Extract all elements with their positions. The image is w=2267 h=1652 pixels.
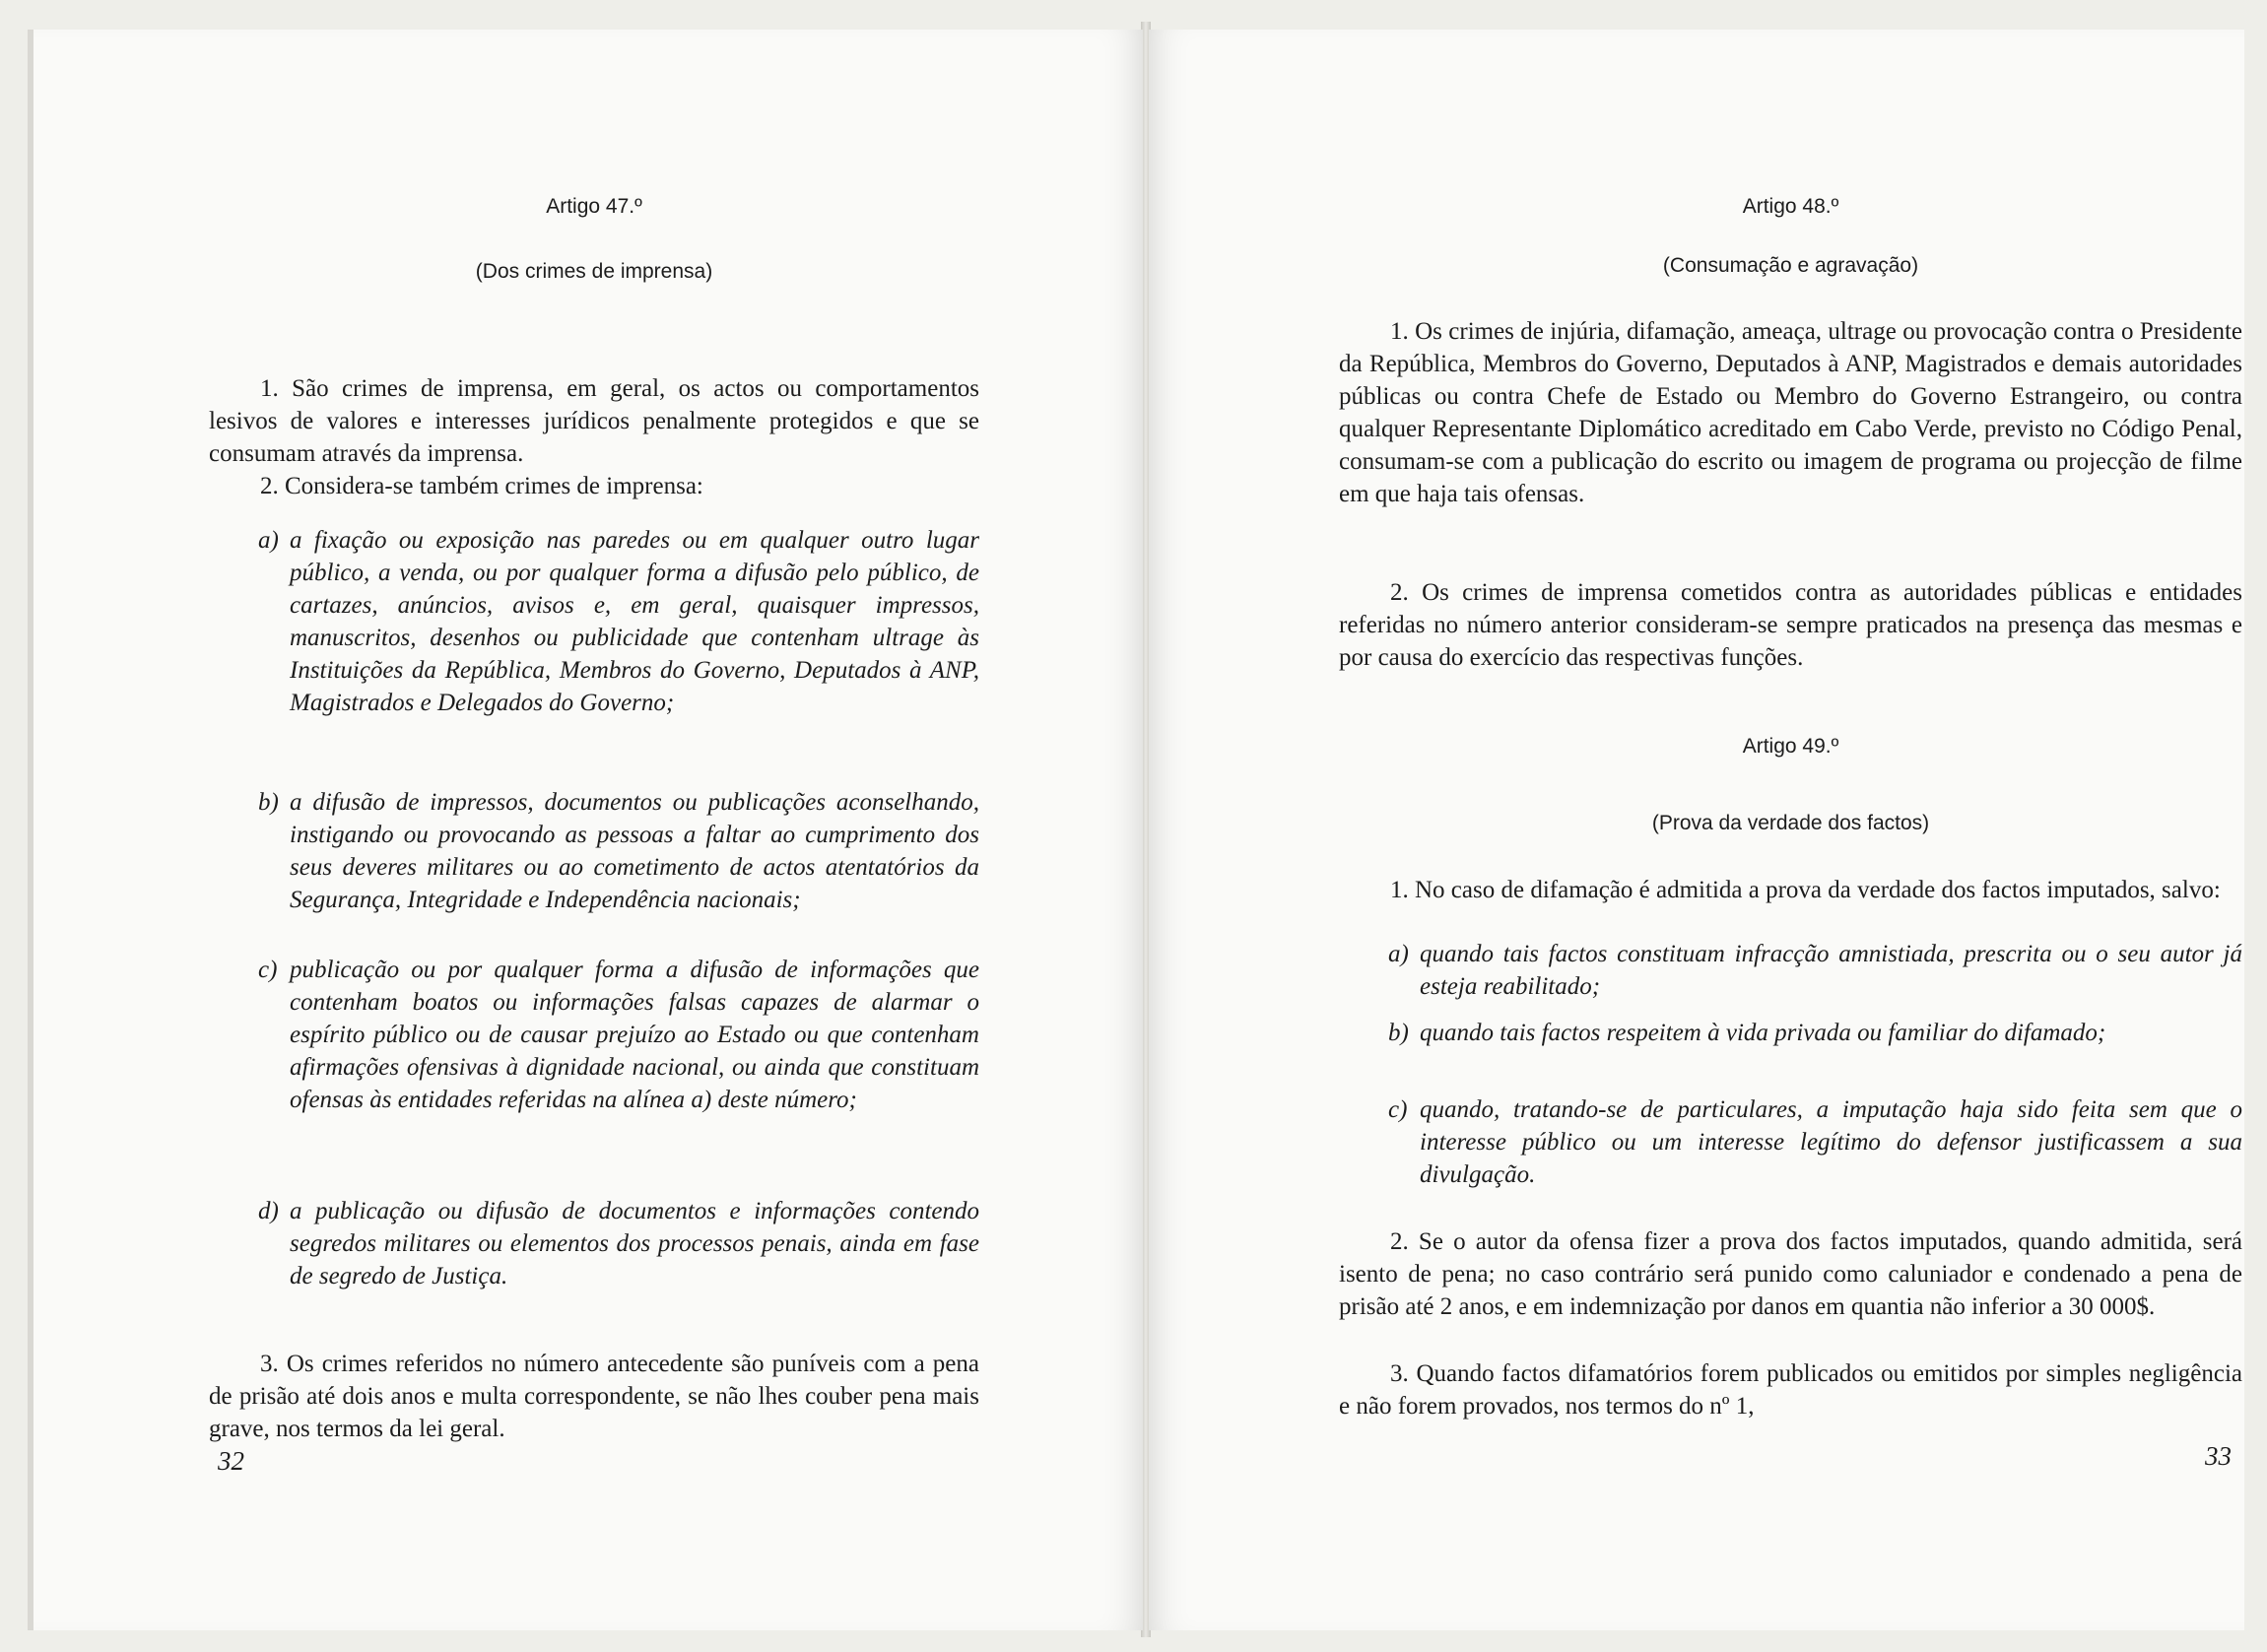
item-text: quando tais factos constituam infracção amnistiada, prescrita ou o seu autor já esteja reabilitado;	[1420, 941, 2242, 1000]
item-letter: c)	[258, 957, 278, 983]
item-text: a publicação ou difusão de documentos e informações contendo segredos militares ou elementos dos processos penais, ainda em fase de segredo de Justiça.	[290, 1198, 979, 1289]
article-49-paragraph-2: 2. Se o autor da ofensa fizer a prova dos factos imputados, quando admitida, será isento de pena; no caso contrário será punido como caluniador e condenado a pena de prisão até 2 anos, e em indemnização por danos em quantia não inferior a 30 000$.	[1339, 1228, 2242, 1320]
item-letter: c)	[1388, 1096, 1408, 1123]
list-item	[1339, 1093, 2242, 1191]
list-item	[1339, 1017, 2242, 1049]
list-item	[209, 786, 979, 916]
article-49-subtitle: (Prova da verdade dos factos)	[1651, 812, 1930, 834]
article-48-title: Artigo 48.º	[1742, 195, 1839, 218]
item-letter: a)	[258, 527, 279, 554]
article-47-paragraph-3: 3. Os crimes referidos no número antecedente são puníveis com a pena de prisão até dois anos e multa correspondente, se não lhes couber pena mais grave, nos termos da lei geral.	[209, 1351, 979, 1442]
list-item	[209, 1195, 979, 1292]
article-47-subtitle: (Dos crimes de imprensa)	[475, 260, 713, 283]
article-49-paragraph-1: 1. No caso de difamação é admitida a prova da verdade dos factos imputados, salvo:	[1390, 877, 2221, 903]
list-item	[1339, 938, 2242, 1003]
article-47-paragraph-2: 2. Considera-se também crimes de imprensa:	[260, 473, 703, 499]
article-47-title: Artigo 47.º	[546, 195, 642, 218]
item-text: quando tais factos respeitem à vida privada ou familiar do difamado;	[1420, 1020, 2106, 1046]
item-letter: a)	[1388, 941, 1409, 967]
page-number: 33	[2205, 1441, 2232, 1471]
item-text: publicação ou por qualquer forma a difusão de informações que contenham boatos ou informações falsas capazes de alarmar o espírito público ou de causar prejuízo ao Estado ou que contenham afirmações ofensivas à dignidade nacional, ou ainda que constituam ofensas às entidades referidas na alínea a) deste número;	[290, 957, 979, 1113]
list-item	[209, 524, 979, 719]
article-48-paragraph-1: 1. Os crimes de injúria, difamação, ameaça, ultrage ou provocação contra o Presidente da República, Membros do Governo, Deputados à ANP, Magistrados e demais autoridades públicas ou contra Chefe de Estado ou Membro do Governo Estrangeiro, ou contra qualquer Representante Diplomático acreditado em Cabo Verde, previsto no Código Penal, consumam-se com a publicação do escrito ou imagem de programa ou projecção de filme em que haja tais ofensas.	[1339, 318, 2242, 507]
article-48-paragraph-2: 2. Os crimes de imprensa cometidos contra as autoridades públicas e entidades referidas no número anterior consideram-se sempre praticados na presença das mesmas e por causa do exercício das respectivas funções.	[1339, 579, 2242, 671]
article-48-subtitle: (Consumação e agravação)	[1662, 254, 1919, 277]
item-text: quando, tratando-se de particulares, a imputação haja sido feita sem que o interesse público ou um interesse legítimo do defensor justificassem a sua divulgação.	[1420, 1096, 2242, 1188]
item-letter: d)	[258, 1198, 279, 1224]
article-49-title: Artigo 49.º	[1742, 735, 1839, 758]
item-text: a fixação ou exposição nas paredes ou em qualquer outro lugar público, a venda, ou por qualquer forma a difusão pelo público, de cartazes, anúncios, avisos e, em geral, quaisquer impressos, manuscritos, desenhos ou publicidade que contenham ultrage às Instituições da República, Membros do Governo, Deputados à ANP, Magistrados e Delegados do Governo;	[290, 527, 979, 716]
page-number: 32	[218, 1446, 244, 1476]
left-page	[28, 30, 1143, 1630]
article-47-paragraph-1: 1. São crimes de imprensa, em geral, os actos ou comportamentos lesivos de valores e interesses jurídicos penalmente protegidos e que se consumam através da imprensa.	[209, 375, 979, 467]
item-letter: b)	[258, 789, 279, 816]
item-text: a difusão de impressos, documentos ou publicações aconselhando, instigando ou provocando as pessoas a faltar ao cumprimento dos seus deveres militares ou ao cometimento de actos atentatórios da Segurança, Integridade e Independência nacionais;	[290, 789, 979, 913]
item-letter: b)	[1388, 1020, 1409, 1046]
article-49-paragraph-3: 3. Quando factos difamatórios forem publicados ou emitidos por simples negligência e não forem provados, nos termos do nº 1,	[1339, 1360, 2242, 1420]
right-page	[1149, 30, 2244, 1630]
list-item	[209, 954, 979, 1116]
